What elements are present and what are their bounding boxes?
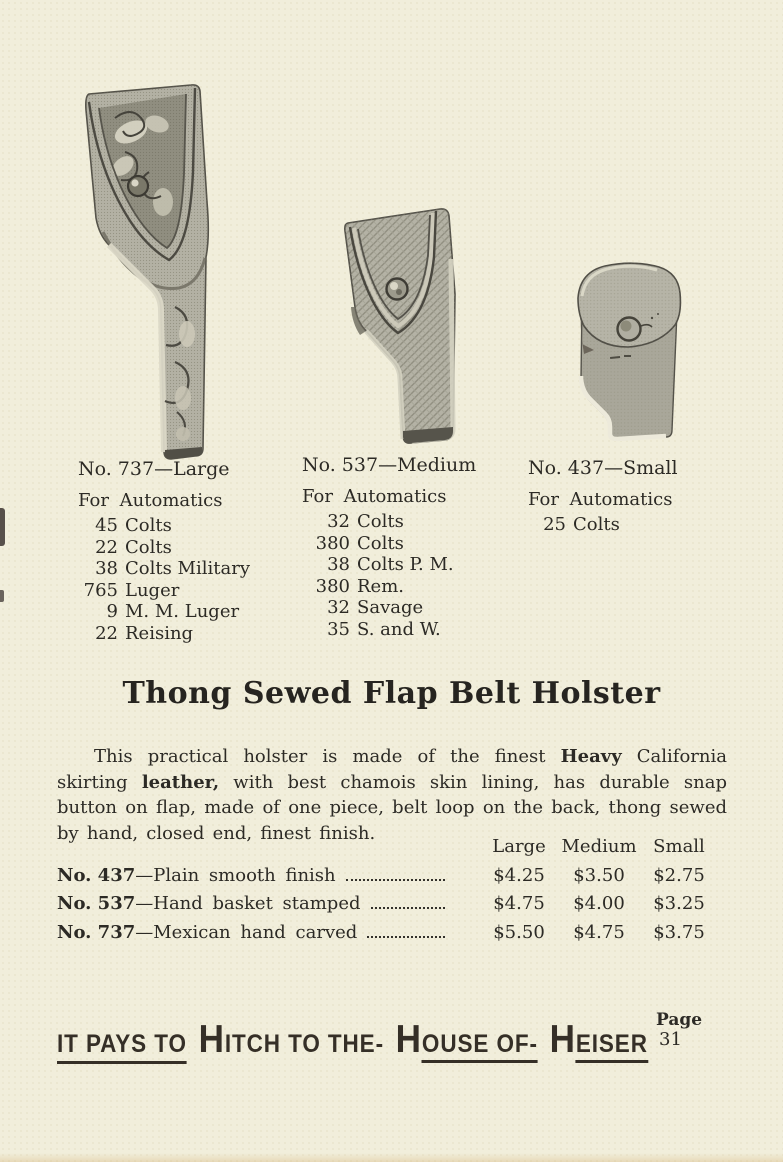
table-row (57, 922, 725, 951)
caliber-number: 38 (327, 554, 350, 575)
list-item (302, 576, 522, 598)
slogan-rest: EISER (576, 1030, 648, 1063)
dot-leader (346, 878, 445, 881)
holster-illustration-large-carved (79, 82, 219, 462)
slogan-word-hitch (199, 1018, 384, 1062)
price-medium: $4.75 (573, 921, 625, 943)
column-header-large: Large (492, 836, 546, 857)
caliber-number: 22 (95, 622, 118, 644)
description-paragraph (57, 744, 727, 846)
list-item (78, 601, 298, 623)
gun-name: Colts (357, 532, 404, 554)
caliber-number: 380 (315, 575, 350, 597)
list-item (78, 515, 298, 537)
row-description: —Mexican hand carved (135, 921, 358, 943)
holster-basket-icon (336, 199, 468, 451)
list-item (302, 511, 522, 533)
gun-name: Colts (357, 511, 404, 532)
slogan-rest: OUSE OF- (422, 1030, 538, 1063)
list-item (78, 623, 298, 645)
page-number: 31 (659, 1029, 682, 1050)
paragraph-bold-heavy: Heavy (560, 746, 622, 767)
table-row (57, 865, 725, 894)
product-number-label: No. 537—Medium (302, 454, 477, 476)
row-label (57, 865, 336, 886)
price-medium: $4.00 (573, 893, 625, 915)
table-row (57, 893, 725, 922)
product-for-label: For Automatics (528, 488, 673, 510)
gun-name: Colts Military (125, 558, 250, 579)
holster-carved-icon (79, 82, 219, 462)
paragraph-text: This practical holster is made of the finest (94, 746, 561, 767)
caliber-number: 380 (315, 532, 350, 554)
list-item (302, 554, 522, 576)
list-item (78, 537, 298, 559)
slogan-rest: ITCH TO THE- (224, 1030, 384, 1058)
price-large: $5.50 (493, 921, 545, 943)
page-number-block (656, 1011, 702, 1049)
caliber-number: 22 (95, 536, 118, 558)
row-label (57, 893, 361, 914)
row-label (57, 922, 357, 943)
row-description: —Hand basket stamped (135, 893, 361, 915)
column-header-small: Small (653, 836, 705, 857)
page-label: Page (656, 1010, 703, 1030)
price-large: $4.25 (493, 864, 545, 886)
price-medium: $3.50 (573, 864, 625, 886)
row-number: No. 537 (57, 893, 136, 915)
dot-leader (371, 906, 446, 909)
list-item (302, 533, 522, 555)
gun-name: Rem. (357, 575, 404, 597)
slogan-word-house (396, 1018, 538, 1062)
paragraph-text: with best chamois skin lining, has durable snap button on flap, made of one piece, belt loop on the back, thong sewed by hand, closed end, finest finish. (57, 771, 728, 844)
slogan-initial: H (395, 1018, 422, 1061)
list-item (302, 619, 522, 641)
product-for-label: For Automatics (302, 485, 447, 507)
row-number: No. 737 (57, 921, 136, 943)
product-column-large (78, 459, 298, 644)
holster-illustration-small-plain (572, 258, 690, 446)
slogan-prefix: IT PAYS TO (57, 1030, 187, 1064)
gun-name: Colts P. M. (357, 554, 454, 575)
gun-name: S. and W. (357, 618, 441, 640)
slogan-word-heiser (550, 1018, 648, 1062)
page-title: Thong Sewed Flap Belt Holster (122, 676, 661, 711)
caliber-number: 25 (543, 514, 566, 535)
row-number: No. 437 (57, 864, 136, 886)
price-small: $3.25 (653, 893, 705, 915)
product-column-medium (302, 455, 522, 640)
row-description: —Plain smooth finish (135, 864, 336, 886)
gun-name: Colts (573, 514, 620, 535)
list-item (302, 597, 522, 619)
caliber-number: 45 (95, 515, 118, 536)
product-for-label: For Automatics (78, 489, 223, 511)
caliber-number: 9 (106, 601, 118, 622)
price-table-header (57, 836, 725, 865)
product-number-label: No. 437—Small (528, 457, 678, 479)
column-header-medium: Medium (561, 836, 637, 857)
footer-slogan (57, 1018, 648, 1064)
row-prices (479, 922, 719, 943)
row-prices (479, 893, 719, 914)
list-item (78, 580, 298, 602)
list-item (528, 514, 748, 536)
header-cells (479, 836, 719, 857)
product-number-label: No. 737—Large (78, 458, 230, 480)
caliber-number: 765 (83, 579, 118, 601)
list-item (78, 558, 298, 580)
scan-edge-mark (0, 508, 5, 546)
caliber-number: 32 (327, 511, 350, 532)
price-small: $2.75 (653, 864, 705, 886)
price-small: $3.75 (653, 921, 705, 943)
gun-name: Luger (125, 579, 180, 601)
price-large: $4.75 (493, 893, 545, 915)
paragraph-text: California skirting (57, 746, 727, 793)
gun-name: Reising (125, 622, 194, 644)
scan-edge-mark (0, 590, 4, 602)
slogan-initial: H (549, 1018, 576, 1061)
product-column-small (528, 458, 748, 536)
page-bottom-shading (0, 1153, 783, 1162)
price-table (57, 836, 725, 950)
gun-name: Savage (357, 597, 424, 618)
holster-plain-icon (572, 258, 690, 446)
slogan-initial: H (198, 1018, 225, 1061)
dot-leader (367, 935, 445, 938)
caliber-number: 32 (327, 597, 350, 618)
holster-illustration-medium-basket (336, 199, 468, 451)
caliber-number: 35 (327, 618, 350, 640)
gun-name: M. M. Luger (125, 601, 240, 622)
paragraph-bold-leather: leather, (141, 771, 220, 793)
gun-name: Colts (125, 515, 172, 536)
gun-name: Colts (125, 536, 172, 558)
caliber-number: 38 (95, 558, 118, 579)
row-prices (479, 865, 719, 886)
